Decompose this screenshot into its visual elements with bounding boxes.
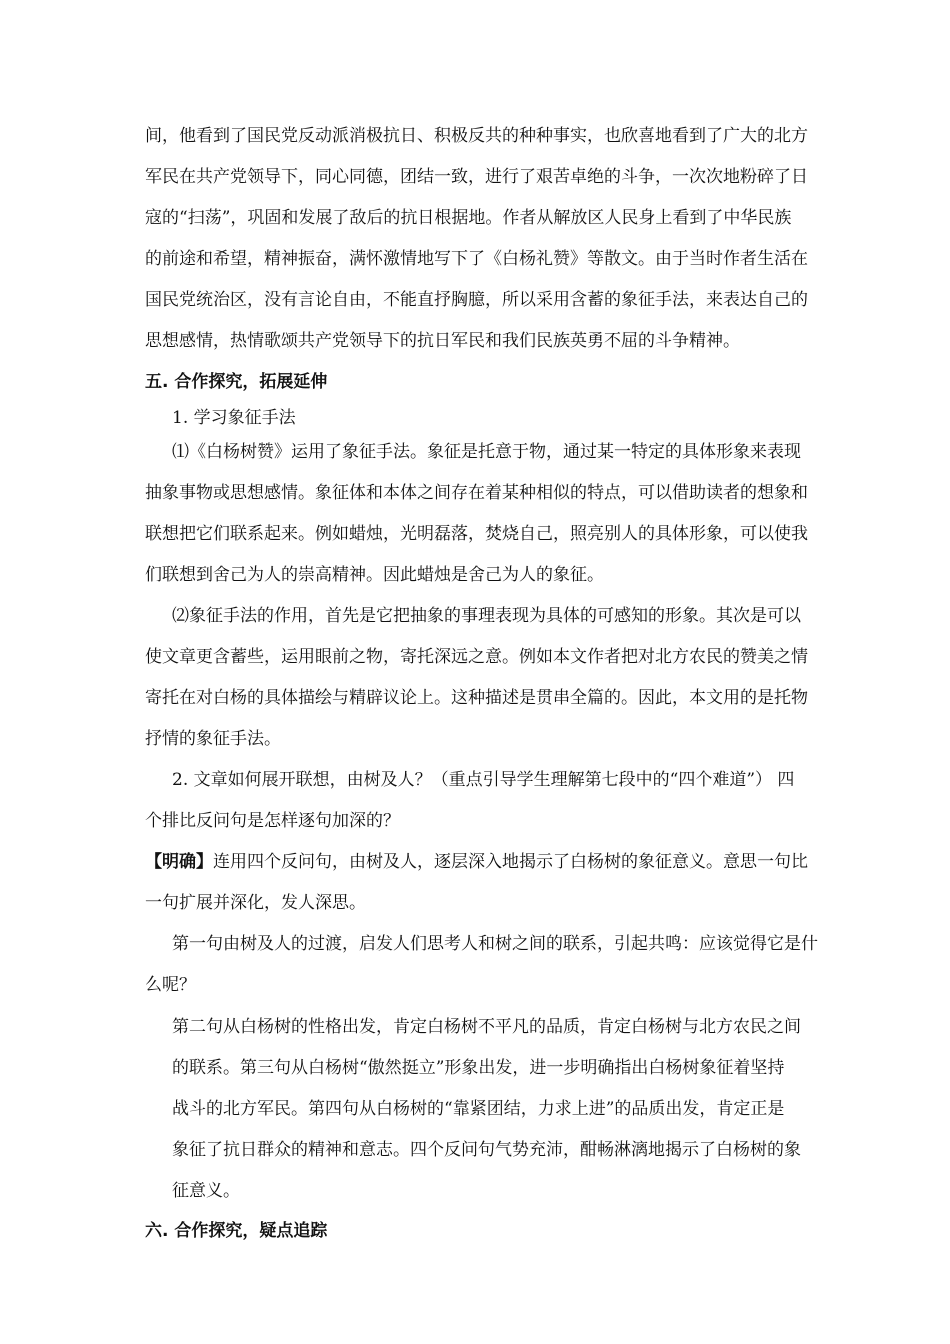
text-line: 第一句由树及人的过渡，启发人们思考人和树之间的联系，引起共鸣：应该觉得它是什 xyxy=(172,934,818,954)
text-line: 的前途和希望，精神振奋，满怀激情地写下了《白杨礼赞》等散文。由于当时作者生活在 xyxy=(145,249,808,269)
text-line: 国民党统治区，没有言论自由，不能直抒胸臆，所以采用含蓄的象征手法，来表达自己的 xyxy=(145,290,808,310)
text-line: 寇的“扫荡”，巩固和发展了敌后的抗日根据地。作者从解放区人民身上看到了中华民族 xyxy=(145,208,792,228)
answer-label: 【明确】 xyxy=(145,852,213,872)
text-line: 军民在共产党领导下，同心同德，团结一致，进行了艰苦卓绝的斗争，一次次地粉碎了日 xyxy=(145,167,808,187)
text-line: 联想把它们联系起来。例如蜡烛，光明磊落，焚烧自己，照亮别人的具体形象，可以使我 xyxy=(145,524,808,544)
text-line: 间，他看到了国民党反动派消极抗日、积极反共的种种事实，也欣喜地看到了广大的北方 xyxy=(145,126,808,146)
text-line: 的联系。第三句从白杨树“傲然挺立”形象出发，进一步明确指出白杨树象征着坚持 xyxy=(172,1058,785,1078)
item-title-1: 1. 学习象征手法 xyxy=(172,408,296,428)
text-line: 一句扩展并深化，发人深思。 xyxy=(145,893,366,913)
section-heading-6: 六. 合作探究，疑点追踪 xyxy=(145,1221,328,1241)
text-line: 象征了抗日群众的精神和意志。四个反问句气势充沛，酣畅淋漓地揭示了白杨树的象 xyxy=(172,1140,801,1160)
text-line: 寄托在对白杨的具体描绘与精辟议论上。这种描述是贯串全篇的。因此，本文用的是托物 xyxy=(145,688,808,708)
text-line: 们联想到舍己为人的崇高精神。因此蜡烛是舍己为人的象征。 xyxy=(145,565,604,585)
text-line: ⑴《白杨树赞》运用了象征手法。象征是托意于物，通过某一特定的具体形象来表现 xyxy=(172,442,801,462)
text-line: 个排比反问句是怎样逐句加深的？ xyxy=(145,811,400,831)
text-line: 思想感情，热情歌颂共产党领导下的抗日军民和我们民族英勇不屈的斗争精神。 xyxy=(145,331,740,351)
text-line: ⑵象征手法的作用，首先是它把抽象的事理表现为具体的可感知的形象。其次是可以 xyxy=(172,606,801,626)
text-line: 抽象事物或思想感情。象征体和本体之间存在着某种相似的特点，可以借助读者的想象和 xyxy=(145,483,808,503)
answer-text: 连用四个反问句，由树及人，逐层深入地揭示了白杨树的象征意义。意思一句比 xyxy=(213,852,808,872)
section-heading-5: 五. 合作探究，拓展延伸 xyxy=(145,372,328,392)
text-line: 征意义。 xyxy=(172,1181,240,1201)
answer-line xyxy=(145,850,808,874)
text-line: 使文章更含蓄些，运用眼前之物，寄托深远之意。例如本文作者把对北方农民的赞美之情 xyxy=(145,647,808,667)
text-line: 么呢？ xyxy=(145,975,196,995)
text-line: 抒情的象征手法。 xyxy=(145,729,281,749)
text-line: 第二句从白杨树的性格出发，肯定白杨树不平凡的品质，肯定白杨树与北方农民之间 xyxy=(172,1017,801,1037)
text-line: 战斗的北方军民。第四句从白杨树的“靠紧团结，力求上进”的品质出发，肯定正是 xyxy=(172,1099,785,1119)
text-line: 2. 文章如何展开联想，由树及人？（重点引导学生理解第七段中的“四个难道”） 四 xyxy=(172,770,795,790)
